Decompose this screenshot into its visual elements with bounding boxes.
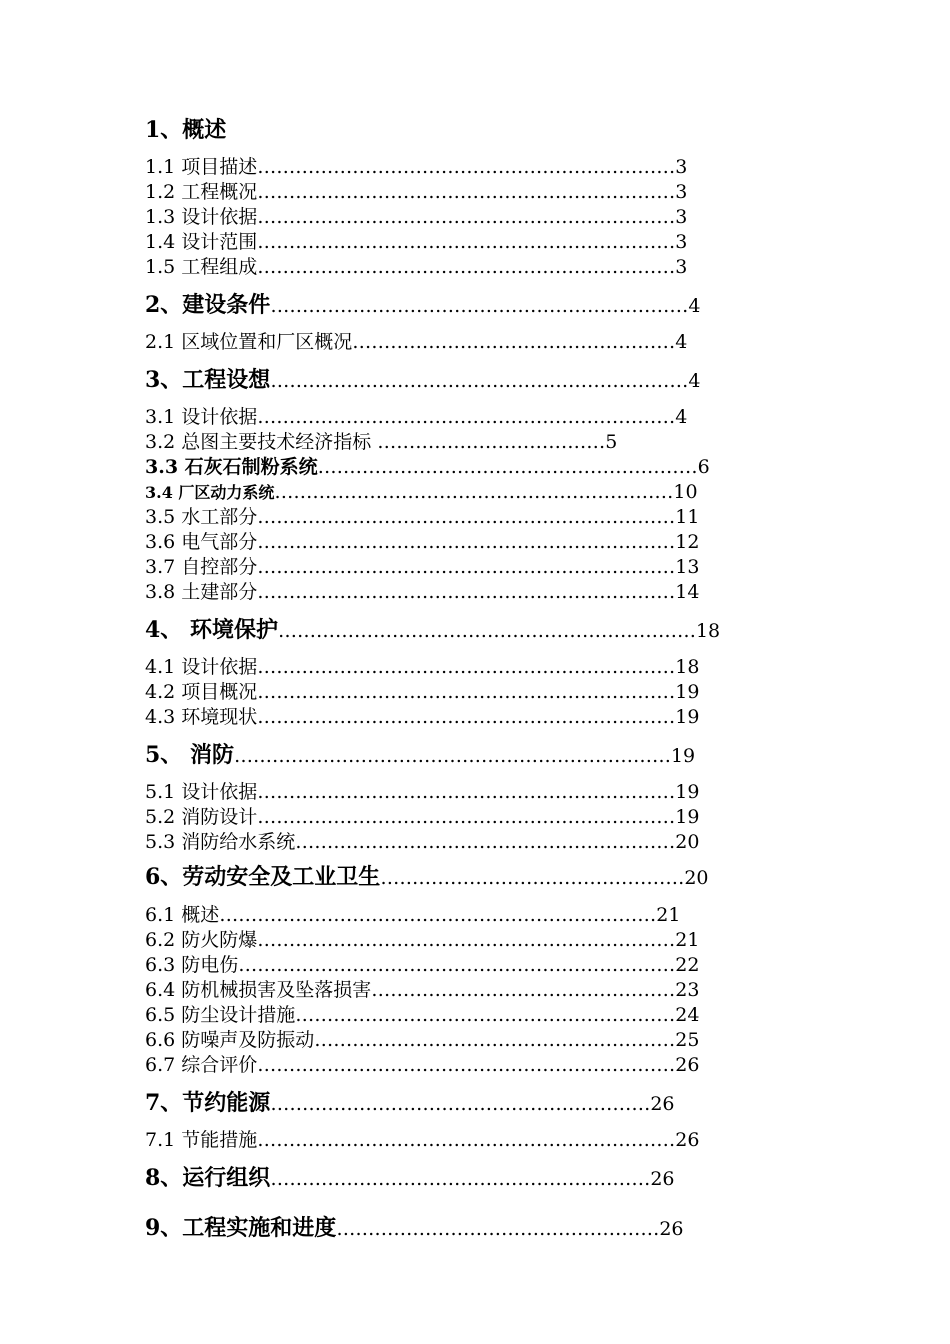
toc-page-number: 3	[675, 156, 688, 178]
toc-page-number: 24	[675, 1004, 700, 1026]
toc-leader-dots: …………………………………………………………	[257, 256, 676, 278]
toc-leader-dots: …………………………………………………………	[277, 620, 696, 642]
toc-page-number: 26	[659, 1218, 684, 1240]
toc-entry	[145, 180, 687, 204]
toc-entry	[145, 330, 687, 354]
toc-entry	[145, 1028, 699, 1052]
toc-title: 5、 消防	[145, 742, 234, 768]
toc-page-number: 19	[675, 781, 700, 803]
toc-entry	[145, 205, 687, 229]
toc-title: 6.1 概述	[145, 904, 220, 926]
toc-page-number: 19	[675, 706, 700, 728]
toc-heading	[145, 115, 226, 145]
toc-page-number: 19	[675, 681, 700, 703]
toc-leader-dots: …………………………………………………………	[257, 681, 676, 703]
toc-page-number: 5	[605, 431, 618, 453]
toc-page-number: 19	[675, 806, 700, 828]
toc-title: 1.3 设计依据	[145, 206, 258, 228]
toc-page-number: 18	[695, 620, 721, 642]
toc-title: 6、劳动安全及工业卫生	[145, 864, 381, 890]
toc-page-number: 3	[675, 181, 688, 203]
toc-entry	[145, 978, 699, 1002]
toc-entry	[145, 928, 699, 952]
toc-title: 1.1 项目描述	[145, 156, 258, 178]
toc-title: 5.3 消防给水系统	[145, 831, 296, 853]
toc-page-number: 10	[673, 481, 698, 503]
toc-title: 5.2 消防设计	[145, 806, 258, 828]
toc-title: 1、概述	[145, 117, 227, 143]
toc-entry	[145, 680, 699, 704]
toc-title: 5.1 设计依据	[145, 781, 258, 803]
toc-leader-dots: …………………………………………………………	[257, 1129, 676, 1151]
toc-title: 6.7 综合评价	[145, 1054, 258, 1076]
toc-leader-dots: ……………………………………………………	[295, 1004, 676, 1026]
toc-entry	[145, 530, 699, 554]
toc-title: 8、运行组织	[145, 1165, 271, 1191]
toc-leader-dots: …………………………………………	[371, 979, 676, 1001]
toc-title: 7、节约能源	[145, 1090, 271, 1116]
toc-title: 4、 环境保护	[145, 617, 278, 643]
toc-title: 2.1 区域位置和厂区概况	[145, 331, 353, 353]
toc-title: 4.3 环境现状	[145, 706, 258, 728]
toc-leader-dots: …………………………………………………………	[257, 1054, 676, 1076]
toc-entry	[145, 230, 687, 254]
toc-entry	[145, 903, 680, 927]
toc-page-number: 11	[675, 506, 700, 528]
toc-page-number: 23	[675, 979, 700, 1001]
toc-page-number: 26	[650, 1093, 675, 1115]
toc-leader-dots: …………………………………………………………	[257, 706, 676, 728]
toc-page-number: 18	[675, 656, 700, 678]
toc-leader-dots: ……………………………………………………………	[233, 745, 671, 767]
toc-page-number: 3	[675, 231, 688, 253]
toc-leader-dots: …………………………………………………………	[257, 231, 676, 253]
toc-leader-dots: …………………………………………………………	[257, 929, 676, 951]
toc-leader-dots: ……………………………………………	[352, 331, 676, 353]
toc-entry	[145, 405, 687, 429]
toc-heading	[145, 1163, 675, 1193]
toc-entry	[145, 255, 687, 279]
toc-page-number: 6	[697, 456, 710, 478]
toc-page-number: 22	[675, 954, 700, 976]
toc-title: 3.1 设计依据	[145, 406, 258, 428]
toc-title: 3.7 自控部分	[145, 556, 258, 578]
toc-entry	[145, 705, 699, 729]
toc-page-number: 26	[675, 1129, 700, 1151]
toc-page-number: 21	[675, 929, 700, 951]
toc-entry	[145, 455, 710, 479]
toc-heading	[145, 740, 695, 770]
toc-heading	[145, 1088, 675, 1118]
toc-entry	[145, 1003, 699, 1027]
toc-leader-dots: …………………………………………………………	[257, 581, 676, 603]
toc-entry	[145, 505, 699, 529]
toc-leader-dots: …………………………………………………	[314, 1029, 676, 1051]
toc-entry	[145, 1053, 699, 1077]
toc-leader-dots: ……………………………………………………………	[219, 904, 657, 926]
toc-title: 3.3 石灰石制粉系统	[145, 456, 318, 478]
toc-heading	[145, 862, 709, 892]
toc-page-number: 4	[675, 406, 688, 428]
toc-leader-dots: …………………………………………………………	[257, 181, 676, 203]
toc-page-number: 12	[675, 531, 700, 553]
toc-leader-dots: …………………………………………	[380, 867, 685, 889]
toc-page-number: 20	[684, 867, 709, 889]
toc-leader-dots: …………………………………………………………	[257, 506, 676, 528]
toc-title: 1.2 工程概况	[145, 181, 258, 203]
toc-title: 6.3 防电伤	[145, 954, 239, 976]
toc-entry	[145, 805, 699, 829]
toc-entry	[145, 1128, 699, 1152]
toc-title: 3.6 电气部分	[145, 531, 258, 553]
toc-title: 3.5 水工部分	[145, 506, 258, 528]
toc-heading	[145, 615, 720, 645]
toc-leader-dots: ……………………………………………………………	[238, 954, 676, 976]
toc-leader-dots: …………………………………………………………	[257, 156, 676, 178]
toc-heading	[145, 290, 700, 320]
toc-title: 3.4 厂区动力系统	[145, 483, 275, 502]
toc-title: 6.4 防机械损害及坠落损害	[145, 979, 372, 1001]
toc-leader-dots: ………………………………………………………	[274, 481, 674, 503]
toc-title: 6.2 防火防爆	[145, 929, 258, 951]
toc-leader-dots: …………………………………………………………	[257, 781, 676, 803]
toc-page-number: 3	[675, 256, 688, 278]
toc-leader-dots: ……………………………………………………	[270, 1168, 651, 1190]
toc-page-number: 20	[675, 831, 700, 853]
toc-leader-dots: …………………………………………………………	[257, 556, 676, 578]
toc-leader-dots: …………………………………………………………	[257, 806, 676, 828]
toc-page-number: 14	[675, 581, 700, 603]
toc-title: 3.8 土建部分	[145, 581, 258, 603]
toc-page-number: 25	[675, 1029, 700, 1051]
toc-title: 6.6 防噪声及防振动	[145, 1029, 315, 1051]
toc-title: 4.1 设计依据	[145, 656, 258, 678]
toc-page-number: 4	[688, 370, 701, 392]
toc-entry	[145, 655, 699, 679]
toc-title: 9、工程实施和进度	[145, 1215, 337, 1241]
toc-entry	[145, 430, 617, 454]
toc-leader-dots: …………………………………………………………	[270, 295, 689, 317]
toc-leader-dots: …………………………………………………………	[257, 406, 676, 428]
toc-leader-dots: …………………………………………………………	[257, 656, 676, 678]
toc-title: 3.2 总图主要技术经济指标	[145, 431, 378, 453]
toc-leader-dots: ………………………………	[377, 431, 606, 453]
toc-page-number: 19	[670, 745, 696, 767]
toc-leader-dots: …………………………………………………………	[257, 531, 676, 553]
toc-entry	[145, 953, 699, 977]
toc-page-number: 26	[675, 1054, 700, 1076]
toc-page-number: 3	[675, 206, 688, 228]
toc-entry	[145, 480, 698, 504]
toc-page-number: 4	[688, 295, 701, 317]
toc-entry	[145, 580, 699, 604]
toc-entry	[145, 555, 699, 579]
toc-page-number: 26	[650, 1168, 675, 1190]
toc-title: 1.4 设计范围	[145, 231, 258, 253]
toc-title: 6.5 防尘设计措施	[145, 1004, 296, 1026]
toc-title: 3、工程设想	[145, 367, 271, 393]
toc-page-number: 21	[656, 904, 681, 926]
toc-leader-dots: …………………………………………………………	[257, 206, 676, 228]
toc-page-number: 13	[675, 556, 700, 578]
toc-heading	[145, 1213, 684, 1243]
toc-title: 2、建设条件	[145, 292, 271, 318]
toc-leader-dots: ……………………………………………………	[295, 831, 676, 853]
toc-title: 7.1 节能措施	[145, 1129, 258, 1151]
toc-leader-dots: ……………………………………………………	[270, 1093, 651, 1115]
toc-leader-dots: ……………………………………………	[336, 1218, 660, 1240]
toc-heading	[145, 365, 700, 395]
toc-entry	[145, 780, 699, 804]
toc-leader-dots: …………………………………………………………	[270, 370, 689, 392]
toc-title: 1.5 工程组成	[145, 256, 258, 278]
toc-page-number: 4	[675, 331, 688, 353]
toc-title: 4.2 项目概况	[145, 681, 258, 703]
toc-entry	[145, 155, 687, 179]
toc-leader-dots: ……………………………………………………	[317, 456, 698, 478]
toc-entry	[145, 830, 699, 854]
